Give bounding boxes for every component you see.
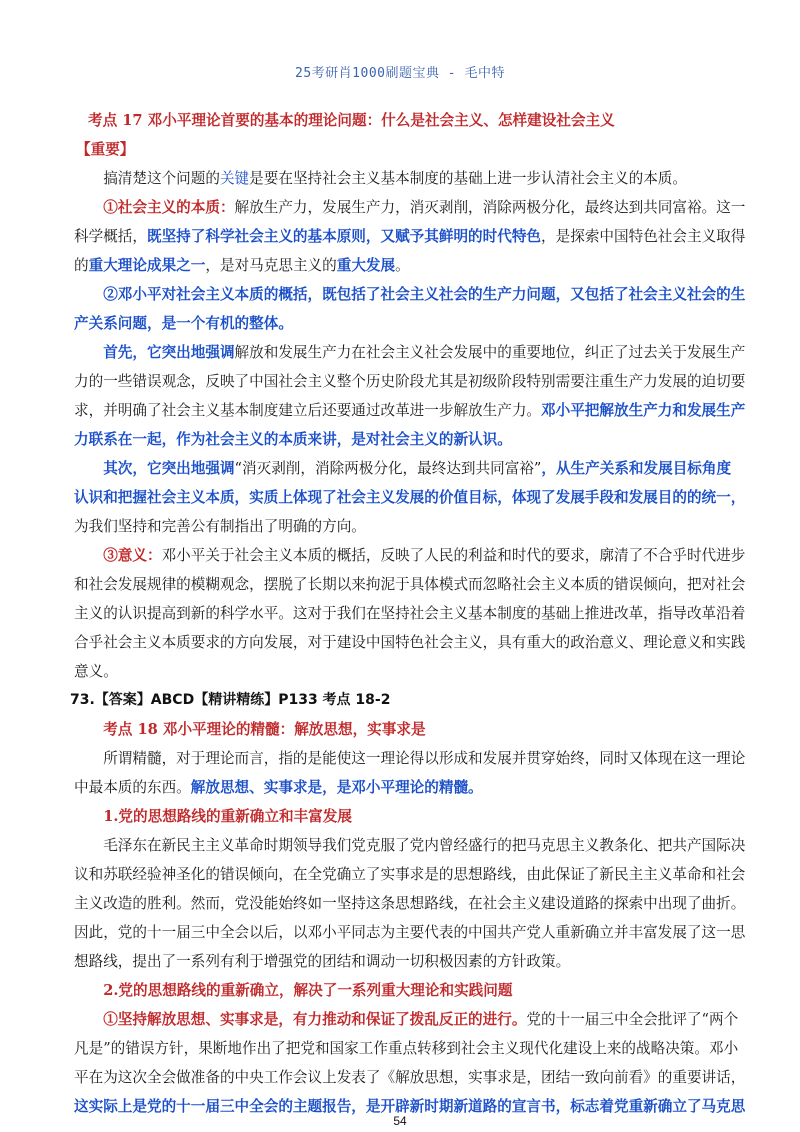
subheading-1-line-4: 因此，党的十一届三中全会以后，以邓小平同志为主要代表的中国共产党人重新确立并丰富发展了这一思 — [74, 924, 746, 941]
subheading-2-line-4: 这实际上是党的十一届三中全会的主题报告，是开辟新时期新道路的宣言书，标志着党重新确立了马克思 — [74, 1098, 746, 1115]
subheading-2: 2.党的思想路线的重新确立，解决了一系列重大理论和实践问题 — [103, 982, 513, 999]
firstly-label: 首先，它突出地强调 — [103, 344, 235, 361]
answer-line: 73.【答案】ABCD【精讲精练】P133 考点 18-2 — [70, 692, 391, 708]
subheading-2-text-1: 党的十一届三中全会批评了“两个 — [526, 1011, 739, 1028]
firstly-line-1 — [74, 338, 746, 367]
essence-text-3c: ，是对马克思主义的 — [205, 257, 337, 274]
firstly-highlight: 邓小平把解放生产力和发展生产 — [541, 402, 746, 419]
section-17-title: 考点 17 邓小平理论首要的基本的理论问题：什么是社会主义、怎样建设社会主义 — [88, 112, 615, 129]
essence-text-1: 解放生产力，发展生产力，消灭剥削，消除两极分化，最终达到共同富裕。这一 — [234, 199, 746, 216]
essence-def-text: 中最本质的东西。 — [74, 779, 191, 796]
secondly-line-2: 认识和把握社会主义本质，实质上体现了社会主义发展的价值目标，体现了发展手段和发展目的的统一， — [74, 489, 746, 506]
intro-text-b: 是要在坚持社会主义基本制度的基础上进一步认清社会主义的本质。 — [249, 170, 687, 187]
subheading-1-line-2: 议和苏联经验神圣化的错误倾向，在全党确立了实事求是的思想路线，由此保证了新民主主义革命和社会 — [74, 866, 746, 883]
secondly-line-1 — [74, 454, 734, 483]
firstly-text-3a: 求，并明确了社会主义基本制度建立后还要通过改革进一步解放生产力。 — [74, 402, 542, 419]
firstly-text-1: 解放和发展生产力在社会主义社会发展中的重要地位，纠正了过去关于发展生产 — [234, 344, 746, 361]
page-number: 54 — [393, 1114, 407, 1128]
subheading-1-line-5: 想路线，提出了一系列有利于增强党的团结和调动一切积极因素的方针政策。 — [74, 953, 571, 970]
significance-line-5: 意义。 — [74, 663, 118, 680]
firstly-line-4: 力联系在一起，作为社会主义的本质来讲，是对社会主义的新认识。 — [74, 431, 512, 448]
subheading-2-line-3: 平在为这次全会做准备的中央工作会议上发表了《解放思想，实事求是，团结一致向前看》的重要讲话， — [74, 1069, 746, 1086]
section-17-intro — [74, 164, 734, 193]
significance-line-3: 主义的认识提高到新的科学水平。这对于我们在坚持社会主义基本制度的基础上推进改革，指导改革沿着 — [74, 605, 746, 622]
subheading-1-line-3: 主义改造的胜利。然而，党没能始终如一坚持这条思想路线，在社会主义建设道路的探索中出现了曲折。 — [74, 895, 746, 912]
organic-whole-line-1: ②邓小平对社会主义本质的概括，既包括了社会主义社会的生产力问题，又包括了社会主义社会的生 — [103, 286, 746, 303]
significance-label: ③意义： — [103, 547, 162, 564]
intro-key: 关键 — [219, 170, 250, 187]
subheading-2-highlight: ①坚持解放思想、实事求是，有力推动和保证了拨乱反正的进行。 — [103, 1011, 527, 1028]
essence-def-line-1: 所谓精髓，对于理论而言，指的是能使这一理论得以形成和发展并贯穿始终，同时又体现在这一理论 — [103, 750, 746, 767]
running-head: 25考研肖1000刷题宝典 - 毛中特 — [295, 66, 505, 81]
essence-def-line-2 — [74, 773, 734, 802]
essence-line-2 — [74, 222, 746, 251]
firstly-line-3 — [74, 396, 746, 425]
secondly-label: 其次，它突出地强调 — [103, 460, 235, 477]
section-18-title: 考点 18 邓小平理论的精髓：解放思想，实事求是 — [103, 721, 426, 738]
essence-text-3a: 的 — [74, 257, 89, 274]
essence-highlight-2: 重大理论成果之一 — [88, 257, 206, 274]
firstly-line-2: 力的一些错误观念，反映了中国社会主义整个历史阶段尤其是初级阶段特别需要注重生产力发展的迫切要 — [74, 373, 746, 390]
secondly-quote: “消灭剥削，消除两极分化，最终达到共同富裕” — [234, 460, 542, 477]
subheading-1: 1.党的思想路线的重新确立和丰富发展 — [103, 808, 352, 825]
significance-line-4: 合乎社会主义本质要求的方向发展，对于建设中国特色社会主义，具有重大的政治意义、理论意义和实践 — [74, 634, 746, 651]
essence-highlight-1: 既坚持了科学社会主义的基本原则，又赋予其鲜明的时代特色 — [146, 228, 542, 245]
essence-text-3e: 。 — [395, 257, 410, 274]
secondly-highlight: ，从生产关系和发展目标角度 — [541, 460, 732, 477]
subheading-2-line-1 — [74, 1005, 739, 1034]
page-content — [70, 106, 746, 1121]
subheading-2-line-2: 凡是”的错误方针，果断地作出了把党和国家工作重点转移到社会主义现代化建设上来的战略决策。邓小 — [74, 1040, 739, 1057]
essence-line-3 — [74, 251, 734, 280]
significance-line-2: 和社会发展规律的模糊观念，摆脱了长期以来拘泥于具体模式而忽略社会主义本质的错误倾向，把对社会 — [74, 576, 746, 593]
essence-highlight-3: 重大发展 — [336, 257, 396, 274]
essence-line-1 — [74, 193, 746, 222]
secondly-line-3: 为我们坚持和完善公有制指出了明确的方向。 — [74, 518, 366, 535]
essence-text-2c: ，是探索中国特色社会主义取得 — [541, 228, 746, 245]
subheading-1-line-1: 毛泽东在新民主主义革命时期领导我们党克服了党内曾经盛行的把马克思主义教条化、把共产国际决 — [103, 837, 746, 854]
essence-text-2a: 科学概括， — [74, 228, 147, 245]
essence-def-highlight: 解放思想、实事求是，是邓小平理论的精髓。 — [190, 779, 483, 796]
significance-text-1: 邓小平关于社会主义本质的概括，反映了人民的利益和时代的要求，廓清了不合乎时代进步 — [161, 547, 746, 564]
important-tag: 【重要】 — [76, 141, 135, 158]
significance-line-1 — [74, 541, 746, 570]
essence-label: ①社会主义的本质： — [103, 199, 235, 216]
organic-whole-line-2: 产关系问题，是一个有机的整体。 — [74, 315, 293, 332]
intro-text-a: 搞清楚这个问题的 — [103, 170, 220, 187]
